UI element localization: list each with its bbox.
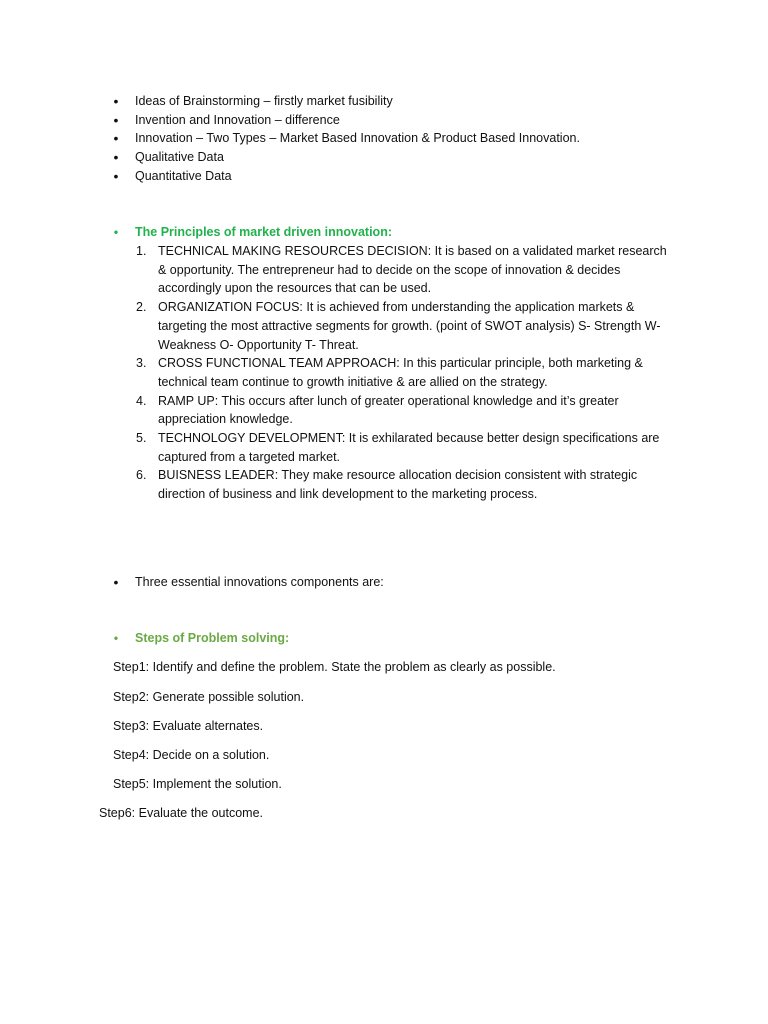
step-paragraph: Step3: Evaluate alternates.: [113, 719, 264, 733]
list-number: 5.: [136, 431, 147, 446]
list-item: [0, 129, 580, 148]
list-item-text: RAMP UP: This occurs after lunch of greater operational knowledge and it’s greater appreciation knowledge.: [158, 393, 619, 427]
bullet-icon: •: [113, 93, 119, 109]
list-item: [0, 148, 580, 167]
step-paragraph: Step2: Generate possible solution.: [113, 690, 305, 704]
list-item-text: Quantitative Data: [135, 168, 232, 183]
list-item-text: Invention and Innovation – difference: [135, 112, 340, 127]
list-item: [0, 429, 768, 466]
list-number: 2.: [136, 300, 147, 315]
list-item-text: TECHNOLOGY DEVELOPMENT: It is exhilarated because better design specifications are captured from a targeted market.: [158, 431, 660, 464]
list-item: [0, 573, 384, 592]
principles-heading: [0, 223, 392, 242]
list-item-text: Qualitative Data: [135, 150, 224, 165]
list-item-text: ORGANIZATION FOCUS: It is achieved from understanding the application markets & targeting the most attractive segments for growth. (point of SWOT analysis) S- Strength W- Weakness O- Opportunity T- Threat.: [158, 300, 661, 352]
list-item-text: Innovation – Two Types – Market Based Innovation & Product Based Innovation.: [135, 131, 580, 146]
list-item-text: TECHNICAL MAKING RESOURCES DECISION: It is based on a validated market research & opportunity. The entrepreneur had to decide on the scope of innovation & decides accordingly upon the resources that can be used.: [158, 244, 667, 296]
step-paragraph: Step1: Identify and define the problem. State the problem as clearly as possible.: [113, 660, 556, 674]
list-item: [0, 466, 768, 503]
bullet-icon: •: [113, 225, 119, 239]
list-item-text: Ideas of Brainstorming – firstly market fusibility: [135, 94, 393, 108]
list-item-text: Three essential innovations components are:: [135, 575, 384, 589]
list-number: 4.: [136, 393, 147, 408]
components-bullet-list: [0, 573, 384, 592]
list-number: 3.: [136, 356, 147, 371]
list-number: 6.: [136, 468, 147, 483]
bullet-icon: •: [113, 149, 119, 166]
principles-heading-text: The Principles of market driven innovation:: [135, 225, 392, 239]
bullet-icon: •: [113, 574, 119, 590]
step-paragraph: Step4: Decide on a solution.: [113, 748, 270, 762]
list-item-text: CROSS FUNCTIONAL TEAM APPROACH: In this particular principle, both marketing & technical team continue to growth initiative & are allied on the strategy.: [158, 356, 643, 389]
bullet-icon: •: [113, 631, 119, 645]
bullet-icon: •: [113, 111, 119, 128]
intro-bullet-list: [0, 92, 580, 185]
list-item: [0, 167, 580, 186]
problem-solving-heading-text: Steps of Problem solving:: [135, 631, 290, 645]
list-item: [0, 242, 768, 298]
list-item: [0, 354, 768, 391]
principles-list: [0, 242, 768, 504]
step-paragraph: Step6: Evaluate the outcome.: [99, 806, 263, 820]
bullet-icon: •: [113, 167, 119, 184]
list-item: [0, 92, 580, 111]
list-item: [0, 392, 768, 429]
list-number: 1.: [136, 244, 147, 258]
step-paragraph: Step5: Implement the solution.: [113, 777, 282, 791]
problem-solving-heading: [0, 629, 289, 648]
list-item-text: BUISNESS LEADER: They make resource allocation decision consistent with strategic direction of business and link development to the marketing process.: [158, 468, 638, 502]
list-item: [0, 298, 768, 354]
list-item: [0, 111, 580, 130]
bullet-icon: •: [113, 130, 119, 147]
